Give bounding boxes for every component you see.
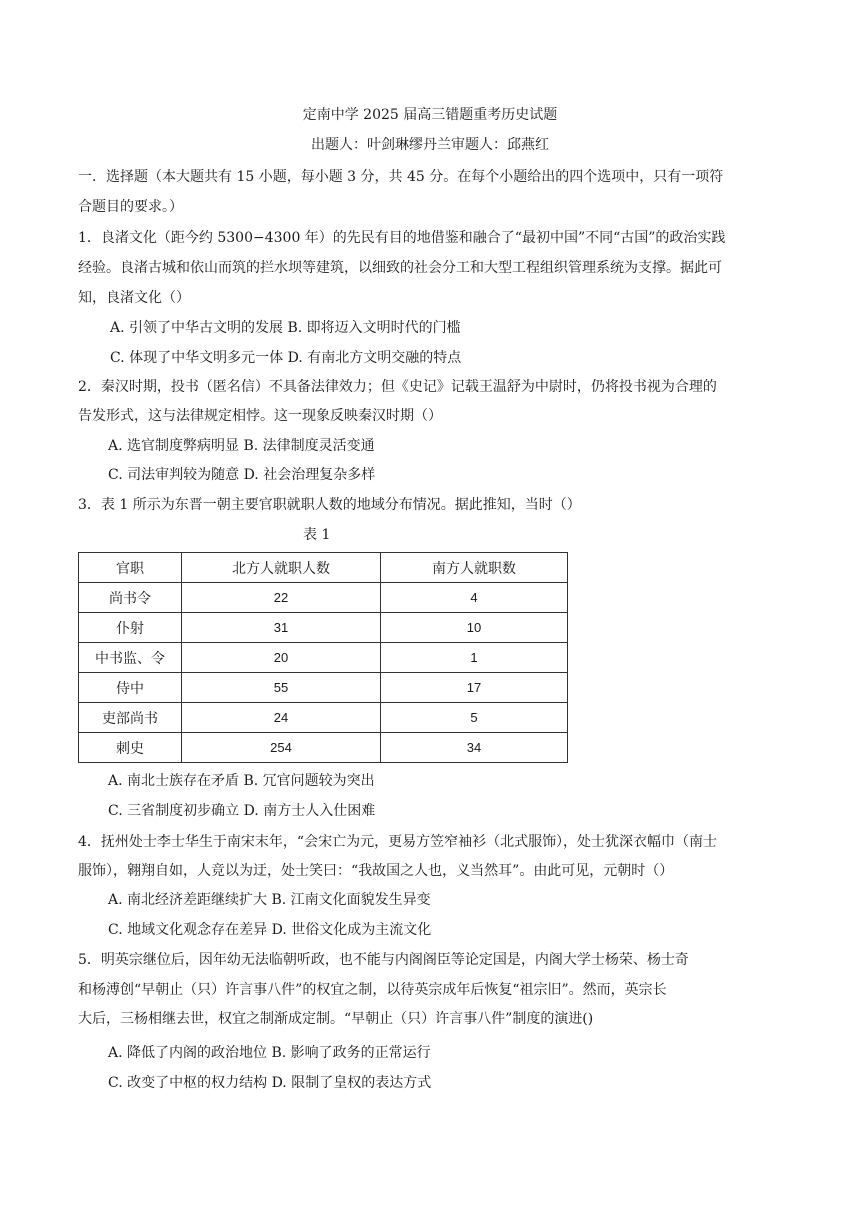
q2-options-ab: A. 选官制度弊病明显 B. 法律制度灵活变通 <box>108 438 375 454</box>
data-table <box>78 552 568 763</box>
q2-stem-line2: 告发形式，这与法律规定相悖。这一现象反映秦汉时期（） <box>78 408 442 424</box>
table-row <box>79 643 568 673</box>
table-row <box>79 673 568 703</box>
table-cell: 55 <box>182 673 381 703</box>
q1-stem-line2: 经验。良渚古城和依山而筑的拦水坝等建筑，以细致的社会分工和大型工程组织管理系统为支撑。据此可 <box>78 260 722 276</box>
table-cell: 254 <box>182 733 381 763</box>
table-cell: 31 <box>182 613 381 643</box>
table-row <box>79 583 568 613</box>
table-cell: 4 <box>381 583 568 613</box>
table-cell: 1 <box>381 643 568 673</box>
table-cell: 34 <box>381 733 568 763</box>
q5-stem-line2: 和杨溥创“早朝止（只）许言事八件”的权宜之制，以待英宗成年后恢复“祖宗旧”。然而，英宗长 <box>78 982 667 998</box>
q3-options-ab: A. 南北士族存在矛盾 B. 冗官问题较为突出 <box>108 773 375 789</box>
q5-options-ab: A. 降低了内阁的政治地位 B. 影响了政务的正常运行 <box>108 1045 431 1061</box>
table-row <box>79 733 568 763</box>
table-cell: 中书监、令 <box>79 643 182 673</box>
table-cell: 10 <box>381 613 568 643</box>
authors-line: 出题人：叶剑琳缪丹兰审题人：邱燕红 <box>311 137 549 153</box>
q1-options-cd: C. 体现了中华文明多元一体 D. 有南北方文明交融的特点 <box>110 350 462 366</box>
table-header-cell: 南方人就职数 <box>381 553 568 583</box>
table-cell: 尚书令 <box>79 583 182 613</box>
table-cell: 5 <box>381 703 568 733</box>
q5-stem-line1: 5．明英宗继位后，因年幼无法临朝听政，也不能与内阁阁臣等论定国是，内阁大学士杨荣、杨士奇 <box>78 952 689 968</box>
q1-options-ab: A. 引领了中华古文明的发展 B. 即将迈入文明时代的门槛 <box>110 320 461 336</box>
q1-stem-line3: 知，良渚文化（） <box>78 290 190 306</box>
table-cell: 24 <box>182 703 381 733</box>
table-cell: 刺史 <box>79 733 182 763</box>
table-cell: 侍中 <box>79 673 182 703</box>
q4-options-cd: C. 地域文化观念存在差异 D. 世俗文化成为主流文化 <box>108 922 432 938</box>
table-cell: 仆射 <box>79 613 182 643</box>
page-title: 定南中学 2025 届高三错题重考历史试题 <box>302 107 558 123</box>
q5-options-cd: C. 改变了中枢的权力结构 D. 限制了皇权的表达方式 <box>108 1075 432 1091</box>
section-heading-cont: 合题目的要求。） <box>78 199 183 215</box>
table-header-row <box>79 553 568 583</box>
q4-stem-line2: 服饰），翱翔自如，人竞以为迂，处士笑曰：“我故国之人也，义当然耳”。由此可见，元朝时（） <box>78 863 674 879</box>
q3-options-cd: C. 三省制度初步确立 D. 南方士人入仕困难 <box>108 803 376 819</box>
table-header-cell: 官职 <box>79 553 182 583</box>
table-header-cell: 北方人就职人数 <box>182 553 381 583</box>
q2-stem-line1: 2．秦汉时期，投书（匿名信）不具备法律效力；但《史记》记载王温舒为中尉时，仍将投书视为合理的 <box>78 379 717 395</box>
q3-stem-line1: 3．表 1 所示为东晋一朝主要官职就职人数的地域分布情况。据此推知，当时（） <box>78 497 581 513</box>
q4-options-ab: A. 南北经济差距继续扩大 B. 江南文化面貌发生异变 <box>108 892 431 908</box>
section-heading: 一．选择题（本大题共有 15 小题，每小题 3 分，共 45 分。在每个小题给出的四个选项中，只有一项符 <box>78 169 724 185</box>
table-cell: 17 <box>381 673 568 703</box>
table-cell: 吏部尚书 <box>79 703 182 733</box>
q4-stem-line1: 4．抚州处士李士华生于南宋末年，“会宋亡为元，更易方笠窄袖衫（北式服饰），处士犹深衣幅巾（南士 <box>78 834 718 850</box>
table-row <box>79 613 568 643</box>
table-cell: 20 <box>182 643 381 673</box>
table-caption: 表 1 <box>303 527 331 543</box>
table-row <box>79 703 568 733</box>
table-cell: 22 <box>182 583 381 613</box>
q2-options-cd: C. 司法审判较为随意 D. 社会治理复杂多样 <box>108 467 376 483</box>
q5-stem-line3: 大后，三杨相继去世，权宜之制渐成定制。“早朝止（只）许言事八件”制度的演进() <box>78 1011 594 1027</box>
q1-stem-line1: 1．良渚文化（距今约 5300−4300 年）的先民有目的地借鉴和融合了“最初中国”不同“古国”的政治实践 <box>78 230 726 246</box>
